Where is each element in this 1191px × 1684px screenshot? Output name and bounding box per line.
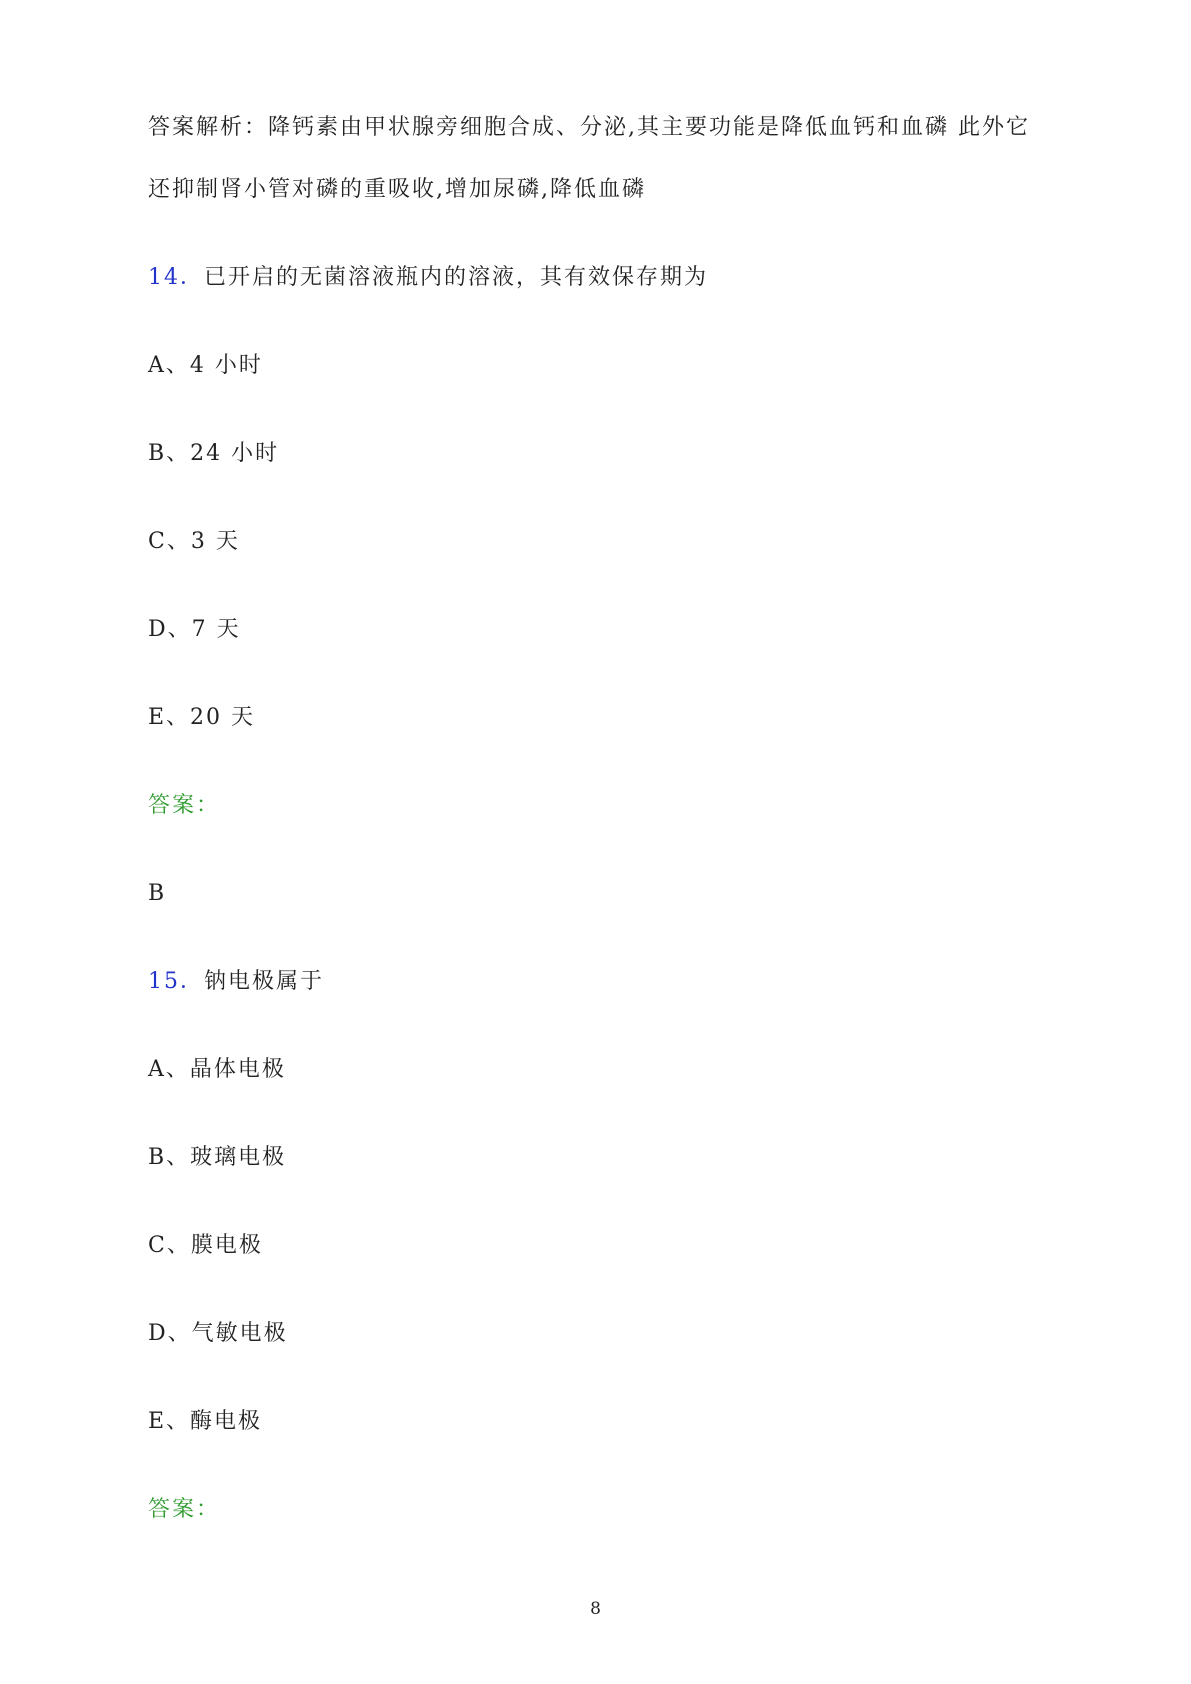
q15-option-c: C、膜电极 xyxy=(148,1233,263,1258)
q14-option-c: C、3 天 xyxy=(148,529,240,554)
question-15 xyxy=(148,968,324,996)
q14-option-b: B、24 小时 xyxy=(148,441,280,466)
analysis-line-1: 答案解析：降钙素由甲状腺旁细胞合成、分泌,其主要功能是降低血钙和血磷 此外它 xyxy=(148,115,1030,140)
question-number: 15． xyxy=(148,969,204,994)
q14-answer-label: 答案： xyxy=(148,793,221,818)
q15-answer-label: 答案： xyxy=(148,1497,221,1522)
question-number: 14． xyxy=(148,265,204,290)
page-number: 8 xyxy=(590,1599,601,1619)
q15-option-d: D、气敏电极 xyxy=(148,1321,288,1346)
q14-answer-value: B xyxy=(148,881,167,906)
q14-option-d: D、7 天 xyxy=(148,617,241,642)
q14-option-e: E、20 天 xyxy=(148,705,256,730)
analysis-line-2: 还抑制肾小管对磷的重吸收,增加尿磷,降低血磷 xyxy=(148,177,646,202)
q15-option-a: A、晶体电极 xyxy=(148,1057,286,1082)
question-text: 钠电极属于 xyxy=(204,969,325,994)
q14-option-a: A、4 小时 xyxy=(148,353,263,378)
q15-option-b: B、玻璃电极 xyxy=(148,1145,287,1170)
question-14 xyxy=(148,264,708,292)
question-text: 已开启的无菌溶液瓶内的溶液，其有效保存期为 xyxy=(204,265,709,290)
q15-option-e: E、酶电极 xyxy=(148,1409,263,1434)
